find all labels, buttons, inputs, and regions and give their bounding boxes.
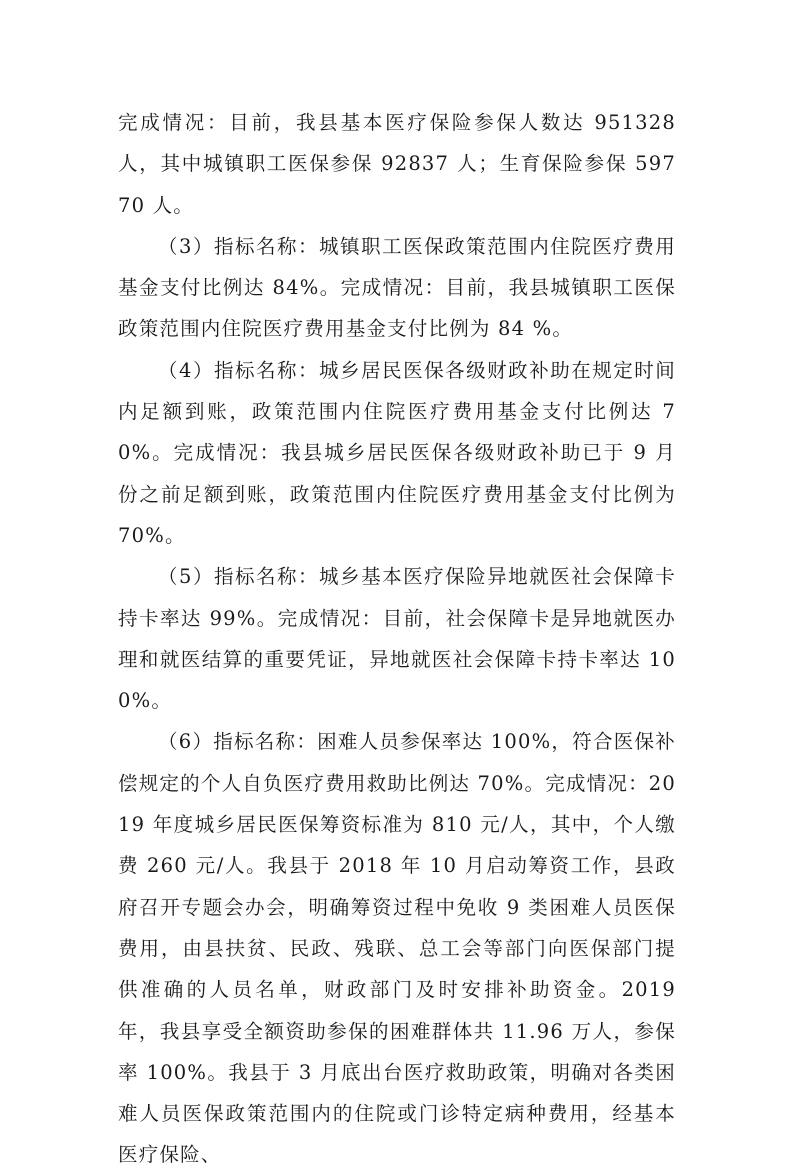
paragraph-indicator-5: （5）指标名称：城乡基本医疗保险异地就医社会保障卡持卡率达 99%。完成情况：目前，社会保障卡是异地就医办理和就医结算的重要凭证，异地就医社会保障卡持卡率达 100%。	[118, 565, 676, 713]
paragraph-indicator-6: （6）指标名称：困难人员参保率达 100%，符合医保补偿规定的个人自负医疗费用救助比例达 70%。完成情况：2019 年度城乡居民医保筹资标准为 810 元/人，其中，个人缴费 260 元/人。我县于 2018 年 10 月启动筹资工作，县政府召开专题会办会，明确筹资过程中免收 9 类困难人员医保费用，由县扶贫、民政、残联、总工会等部门向医保部门提供准确的人员名单，财政部门及时安排补助资金。2019 年，我县享受全额资助参保的困难群体共 11.96 万人，参保率 100%。我县于 3 月底出台医疗救助政策，明确对各类困难人员医保政策范围内的住院或门诊特定病种费用，经基本医疗保险、	[118, 730, 676, 1167]
document-page	[118, 102, 676, 1176]
paragraph-indicator-3: （3）指标名称：城镇职工医保政策范围内住院医疗费用基金支付比例达 84%。完成情况：目前，我县城镇职工医保政策范围内住院医疗费用基金支付比例为 84 %。	[118, 234, 676, 341]
paragraph-enrollment-status: 完成情况：目前，我县基本医疗保险参保人数达 951328 人，其中城镇职工医保参保 92837 人；生育保险参保 59770 人。	[118, 111, 676, 217]
paragraph-indicator-4: （4）指标名称：城乡居民医保各级财政补助在规定时间内足额到账，政策范围内住院医疗费用基金支付比例达 70%。完成情况：我县城乡居民医保各级财政补助已于 9 月份之前足额到账，政策范围内住院医疗费用基金支付比例为 70%。	[118, 358, 676, 547]
